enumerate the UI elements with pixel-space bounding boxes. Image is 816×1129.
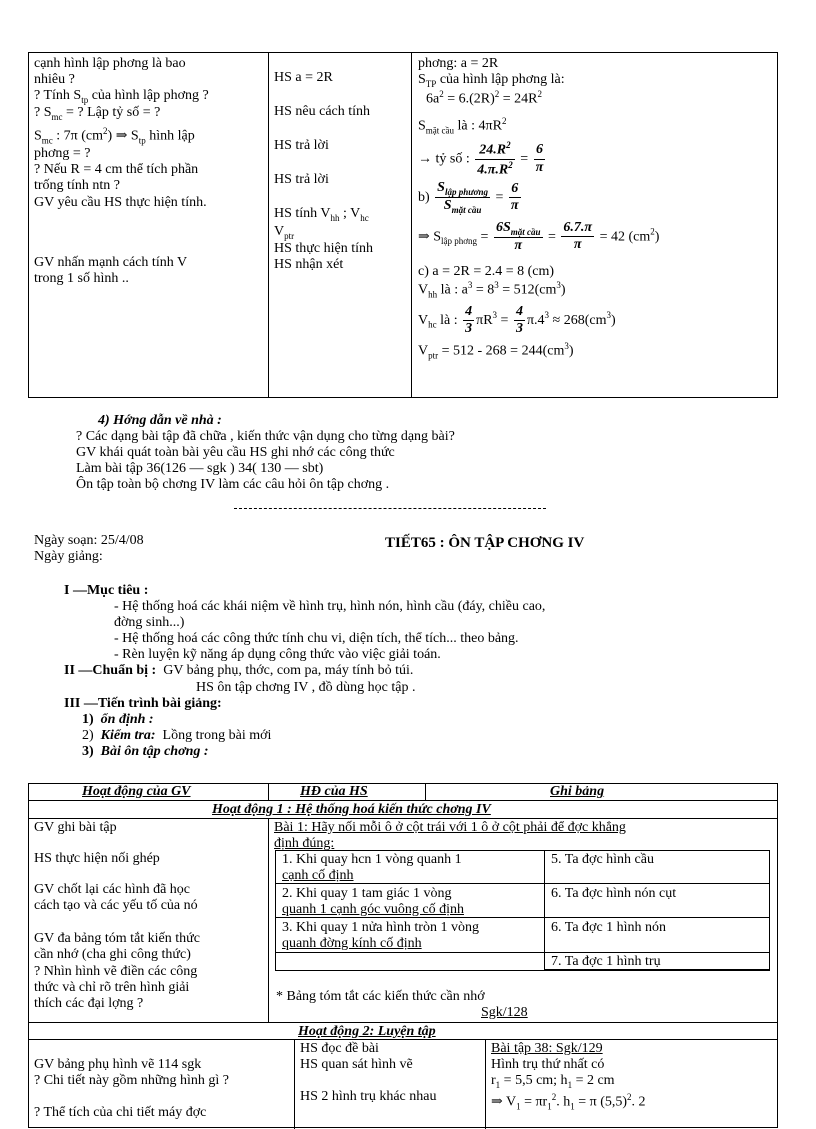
volume-formula: $V_{hc}$ là : $\frac{4}{3}$ $\pi R^3$ = $\frac{4}{3}$ $\pi.4^3 \approx 268(cm^3)$ — [418, 303, 616, 336]
text-line: 3. Khi quay 1 nửa hình tròn 1 vòng — [282, 920, 479, 935]
act2-ghi-bang-col — [491, 1041, 775, 1112]
step-1: 1) ổn định : — [82, 711, 154, 727]
fraction: $\frac{6S_{mặt cầu}}{\pi}$ — [495, 219, 541, 253]
grid-line — [268, 783, 269, 800]
top-col-hs — [274, 70, 410, 273]
divider-line — [234, 508, 546, 509]
act2-hs-col — [300, 1041, 484, 1105]
text-line: HS tính $V_{hh}$ ; $V_{hc}$ — [274, 206, 369, 224]
text-line: cạnh hình lập phơng là bao — [34, 56, 186, 71]
text-line: HS thực hiện nối ghép — [34, 851, 160, 867]
text-line: HS trả lời — [274, 138, 329, 154]
text-line: quanh đờng kính cố định — [282, 936, 422, 952]
homework-section — [76, 413, 776, 493]
text-line: ? $S_{mc}$ = ? Lập tỷ số = ? — [34, 105, 161, 123]
text-line: $S_{mc}$ : 7π $(cm^2)$ ⇒ $S_{tp}$ hình lập — [34, 126, 195, 146]
match-right-4: 7. Ta đợc 1 hình trụ — [551, 954, 661, 969]
grid-line — [425, 783, 426, 800]
text-line: cạnh cố định — [282, 868, 354, 884]
grid-line — [485, 1039, 486, 1129]
act2-gv-col — [34, 1057, 292, 1121]
text-line: HS a = 2R — [274, 70, 333, 85]
date-taught: Ngày giảng: — [34, 549, 103, 565]
fraction: $\frac{24.R^2}{4.\pi.R^2}$ — [477, 139, 513, 178]
text-line: phơng: a = 2R — [418, 56, 499, 71]
text-line: ? Chi tiết này gồm những hình gì ? — [34, 1073, 230, 1089]
step-3: 3) Bài ôn tập chơng : — [82, 743, 209, 759]
text-line: trong 1 số hình .. — [34, 270, 129, 286]
summary-ref: Sgk/128 — [481, 1005, 528, 1020]
text-line: - Hệ thống hoá các khái niệm về hình trụ, hình nón, hình cầu (đáy, chiều cao, — [114, 599, 546, 615]
text-line: GV nhấn mạnh cách tính V — [34, 254, 188, 270]
text-line: HS 2 hình trụ khác nhau — [300, 1089, 437, 1105]
fraction: $\frac{S_{lập phương}}{S_{mặt cầu}}$ — [437, 180, 488, 216]
text-line: nhiêu ? — [34, 72, 75, 88]
fraction: $\frac{6.7.\pi}{\pi}$ — [563, 220, 593, 253]
homework-heading: 4) Hớng dẫn về nhà : — [98, 413, 222, 428]
text-line: GV yêu cầu HS thực hiện tính. — [34, 194, 207, 210]
text-line: $V_{ptr} = 512 - 268 = 244(cm^3)$ — [418, 340, 574, 361]
match-right-1: 5. Ta đợc hình cầu — [551, 852, 654, 867]
text-line: GV ghi bài tập — [34, 820, 117, 835]
text-line: II —Chuẩn bị : GV bảng phụ, thớc, com pa, máy tính bỏ túi. — [64, 663, 414, 679]
grid-line — [28, 1022, 778, 1023]
step-2: 2) Kiểm tra: Lồng trong bài mới — [82, 727, 272, 743]
text-line: HS đọc đề bài — [300, 1041, 379, 1056]
fraction: $\frac{6}{\pi}$ — [535, 142, 544, 175]
exercise-title — [274, 820, 774, 852]
text-line: HS nhận xét — [274, 256, 344, 272]
text-line: trống tính ntn ? — [34, 178, 120, 194]
summary-note: * Bảng tóm tắt các kiến thức cần nhớ — [276, 989, 485, 1004]
text-line: $S_{mặt cầu}$ là : $4\pi R^2$ — [418, 115, 507, 136]
text-line: Bài tập 38: Sgk/129 — [491, 1041, 603, 1056]
lesson-title: TIẾT65 : ÔN TẬP CHƠNG IV — [385, 535, 585, 551]
text-line: Bài 1: Hãy nối mỗi ô ở cột trái với 1 ô ở cột phải để đợc khẳng — [274, 820, 626, 835]
fraction: $\frac{4}{3}$ — [515, 303, 523, 336]
process-heading: III —Tiến trình bài giảng: — [64, 695, 222, 711]
match-left-3 — [282, 920, 479, 952]
text-line: thức và chỉ rõ trên hình giải — [34, 979, 190, 995]
objectives-section — [64, 583, 764, 760]
text-line: định đúng: — [274, 836, 335, 852]
text-line: ? Tính $S_{tp}$ của hình lập phơng ? — [34, 88, 209, 105]
text-line: GV chốt lại các hình đã học — [34, 882, 191, 898]
top-table-divider-1 — [268, 52, 269, 398]
ratio-formula: → tỷ số : $\frac{24.R^2}{4.\pi.R^2}$ = $\frac{6}{\pi}$ — [418, 139, 544, 178]
fraction: $\frac{6}{\pi}$ — [510, 181, 519, 214]
text-line: cần nhớ (cha ghi công thức) — [34, 947, 191, 963]
text-line: ⇒ $V_1 = \pi r_1^2$. $h_1 = \pi$ $(5,5)^2$. 2 — [491, 1092, 646, 1112]
text-line: cách tạo và các yếu tố của nó — [34, 898, 198, 914]
top-table-divider-2 — [411, 52, 412, 398]
text-line: Làm bài tập 36(126 — sgk ) 34( 130 — sbt) — [76, 461, 324, 477]
text-line: phơng = ? — [34, 146, 91, 162]
fraction: $\frac{4}{3}$ — [465, 303, 473, 336]
match-left-1 — [282, 852, 462, 884]
activity-1-heading: Hoạt động 1 : Hệ thống hoá kiến thức chơng IV — [212, 802, 491, 817]
text-line: $6a^2 = 6.(2R)^2 = 24R^2$ — [426, 89, 543, 107]
header-gv: Hoạt động của GV — [82, 784, 191, 799]
text-line: Hình trụ thứ nhất có — [491, 1057, 605, 1073]
text-line: ? Thể tích của chi tiết máy đợc — [34, 1105, 207, 1121]
date-block — [34, 533, 144, 565]
text-line: - Hệ thống hoá các công thức tính chu vi, diện tích, thể tích... theo bảng. — [114, 631, 519, 647]
grid-line — [28, 800, 778, 801]
top-col-gv — [34, 56, 266, 287]
top-col-ghi-bang — [418, 56, 774, 361]
text-line: quanh 1 cạnh góc vuông cố định — [282, 902, 464, 918]
match-left-2 — [282, 886, 464, 918]
text-line: c) a = 2R = 2.4 = 8 (cm) — [418, 263, 555, 279]
match-right-3: 6. Ta đợc 1 hình nón — [551, 920, 667, 935]
text-line: HS thực hiện tính — [274, 240, 373, 256]
text-line: ? Nhìn hình vẽ điền các công — [34, 963, 198, 979]
text-line: $V_{hh}$ là : $a^3 = 8^3 = 512(cm^3)$ — [418, 279, 566, 300]
text-line: HS ôn tập chơng IV , đồ dùng học tập . — [196, 679, 416, 695]
grid-line — [28, 818, 778, 819]
text-line: - Rèn luyện kỹ năng áp dụng công thức vào việc giải toán. — [114, 647, 441, 663]
text-line: $V_{ptr}$ — [274, 223, 295, 241]
text-line: HS nêu cách tính — [274, 104, 371, 120]
ratio-formula-b: b) $\frac{S_{lập phương}}{S_{mặt cầu}}$ = $\frac{6}{\pi}$ — [418, 180, 519, 216]
text-line: GV bảng phụ hình vẽ 114 sgk — [34, 1057, 202, 1072]
text-line: thích các đại lợng ? — [34, 995, 144, 1011]
text-line: ? Các dạng bài tập đã chữa , kiến thức vận dụng cho từng dạng bài? — [76, 429, 455, 445]
text-line: GV khái quát toàn bài yêu cầu HS ghi nhớ các công thức — [76, 445, 395, 461]
text-line: 1. Khi quay hcn 1 vòng quanh 1 — [282, 852, 462, 867]
grid-line — [294, 1039, 295, 1129]
act1-gv-col — [34, 820, 266, 1012]
area-formula: ⇒ $S_{lập phơng}$ = $\frac{6S_{mặt cầu}}{\pi}$ = $\frac{6.7.\pi}{\pi}$ = 42 $(cm^2)$ — [418, 219, 660, 253]
date-prepared: Ngày soạn: 25/4/08 — [34, 533, 144, 548]
text-line: ? Nếu R = 4 cm thể tích phần — [34, 162, 199, 178]
text-line: HS quan sát hình vẽ — [300, 1057, 413, 1073]
text-line: Ôn tập toàn bộ chơng IV làm các câu hỏi ôn tập chơng . — [76, 477, 390, 493]
text-line: $r_1 = 5,5$ cm; $h_1 = 2$ cm — [491, 1073, 615, 1090]
header-hs: HĐ của HS — [300, 784, 368, 799]
header-ghi-bang: Ghi bảng — [550, 784, 605, 799]
text-line: đờng sinh...) — [114, 615, 185, 631]
text-line: HS trả lời — [274, 172, 329, 188]
match-right-2: 6. Ta đợc hình nón cụt — [551, 886, 677, 901]
grid-line — [268, 818, 269, 1022]
objectives-heading: I —Mục tiêu : — [64, 583, 149, 598]
text-line: 2. Khi quay 1 tam giác 1 vòng — [282, 886, 452, 901]
activity-2-heading: Hoạt động 2: Luyện tập — [298, 1024, 436, 1039]
text-line: $S_{TP}$ của hình lập phơng là: — [418, 72, 565, 89]
text-line: GV đa bảng tóm tắt kiến thức — [34, 931, 200, 947]
